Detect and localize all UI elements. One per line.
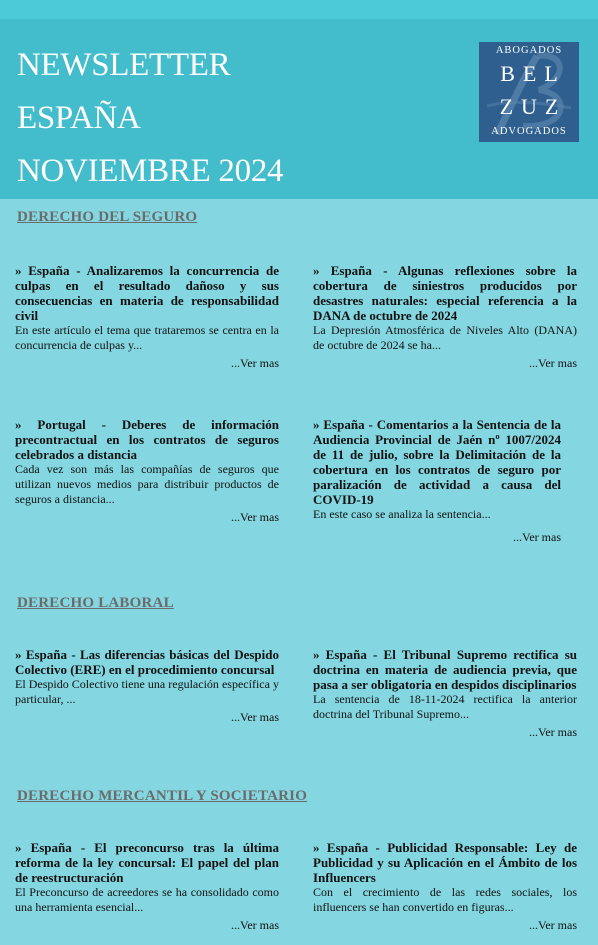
title-line-3: NOVIEMBRE 2024 (17, 153, 284, 189)
belzuz-logo[interactable] (479, 42, 579, 142)
article-summary: En este caso se analiza la sentencia... (313, 507, 491, 521)
read-more-link[interactable]: ...Ver mas (513, 530, 561, 544)
article-headline[interactable]: » Portugal - Deberes de información precontractual en los contratos de seguros celebrados a distancia (15, 417, 279, 462)
logo-text-advogados: ADVOGADOS (491, 126, 567, 137)
article-headline[interactable]: » España - Publicidad Responsable: Ley de Publicidad y su Aplicación en el Ámbito de los Influencers (313, 840, 577, 885)
top-accent-bar (0, 0, 598, 19)
read-more-link[interactable]: ...Ver mas (529, 725, 577, 739)
logo-text-bel: BEL (500, 61, 566, 86)
article-card (313, 263, 577, 371)
article-card (313, 840, 577, 933)
article-headline[interactable]: » España - Algunas reflexiones sobre la cobertura de siniestros producidos por desastres naturales: especial referencia a la DANA de octubre de 2024 (313, 263, 577, 323)
read-more-link[interactable]: ...Ver mas (529, 356, 577, 370)
read-more-link[interactable]: ...Ver mas (231, 356, 279, 370)
article-headline[interactable]: » España - El Tribunal Supremo rectifica su doctrina en materia de audiencia previa, que pasa a ser obligatoria en despidos disciplinarios (313, 647, 577, 692)
read-more-link[interactable]: ...Ver mas (231, 710, 279, 724)
article-summary: Cada vez son más las compañías de seguros que utilizan nuevos medios para distribuir productos de seguros a distancia... (15, 462, 279, 506)
section-title-seguro[interactable]: DERECHO DEL SEGURO (17, 209, 198, 225)
title-line-1: NEWSLETTER (17, 47, 231, 83)
article-card (313, 647, 577, 740)
article-summary: El Despido Colectivo tiene una regulación específica y particular, ... (15, 677, 279, 706)
title-line-2: ESPAÑA (17, 100, 141, 136)
article-headline[interactable]: » España - El preconcurso tras la última reforma de la ley concursal: El papel del plan de reestructuración (15, 840, 279, 885)
newsletter-header (0, 19, 598, 199)
section-title-mercantil[interactable]: DERECHO MERCANTIL Y SOCIETARIO (17, 788, 308, 804)
article-card (15, 263, 279, 371)
read-more-link[interactable]: ...Ver mas (231, 918, 279, 932)
article-card (313, 417, 561, 545)
article-summary: El Preconcurso de acreedores se ha consolidado como una herramienta esencial... (15, 885, 279, 914)
article-summary: La Depresión Atmosférica de Niveles Alto (DANA) de octubre de 2024 se ha... (313, 323, 577, 352)
read-more-link[interactable]: ...Ver mas (231, 510, 279, 524)
article-headline[interactable]: » España - Las diferencias básicas del Despido Colectivo (ERE) en el procedimiento concursal (15, 647, 279, 677)
newsletter-title (17, 39, 283, 198)
article-headline[interactable]: » España - Analizaremos la concurrencia de culpas en el resultado dañoso y sus consecuencias en materia de responsabilidad civil (15, 263, 279, 323)
article-summary: La sentencia de 18-11-2024 rectifica la anterior doctrina del Tribunal Supremo... (313, 692, 577, 721)
article-card (15, 840, 279, 933)
article-card (15, 647, 279, 725)
read-more-link[interactable]: ...Ver mas (529, 918, 577, 932)
section-title-laboral[interactable]: DERECHO LABORAL (17, 595, 174, 611)
article-card (15, 417, 279, 525)
logo-text-zuz: ZUZ (499, 94, 567, 119)
article-summary: En este artículo el tema que trataremos se centra en la concurrencia de culpas y... (15, 323, 279, 352)
logo-text-abogados: ABOGADOS (495, 45, 563, 56)
article-headline[interactable]: » España - Comentarios a la Sentencia de la Audiencia Provincial de Jaén nº 1007/2024 de 11 de julio, sobre la Delimitación de la cobertura en los contratos de seguro por paralización de actividad a causa del COVID-19 (313, 417, 561, 507)
article-summary: Con el crecimiento de las redes sociales, los influencers se han convertido en figuras... (313, 885, 577, 914)
